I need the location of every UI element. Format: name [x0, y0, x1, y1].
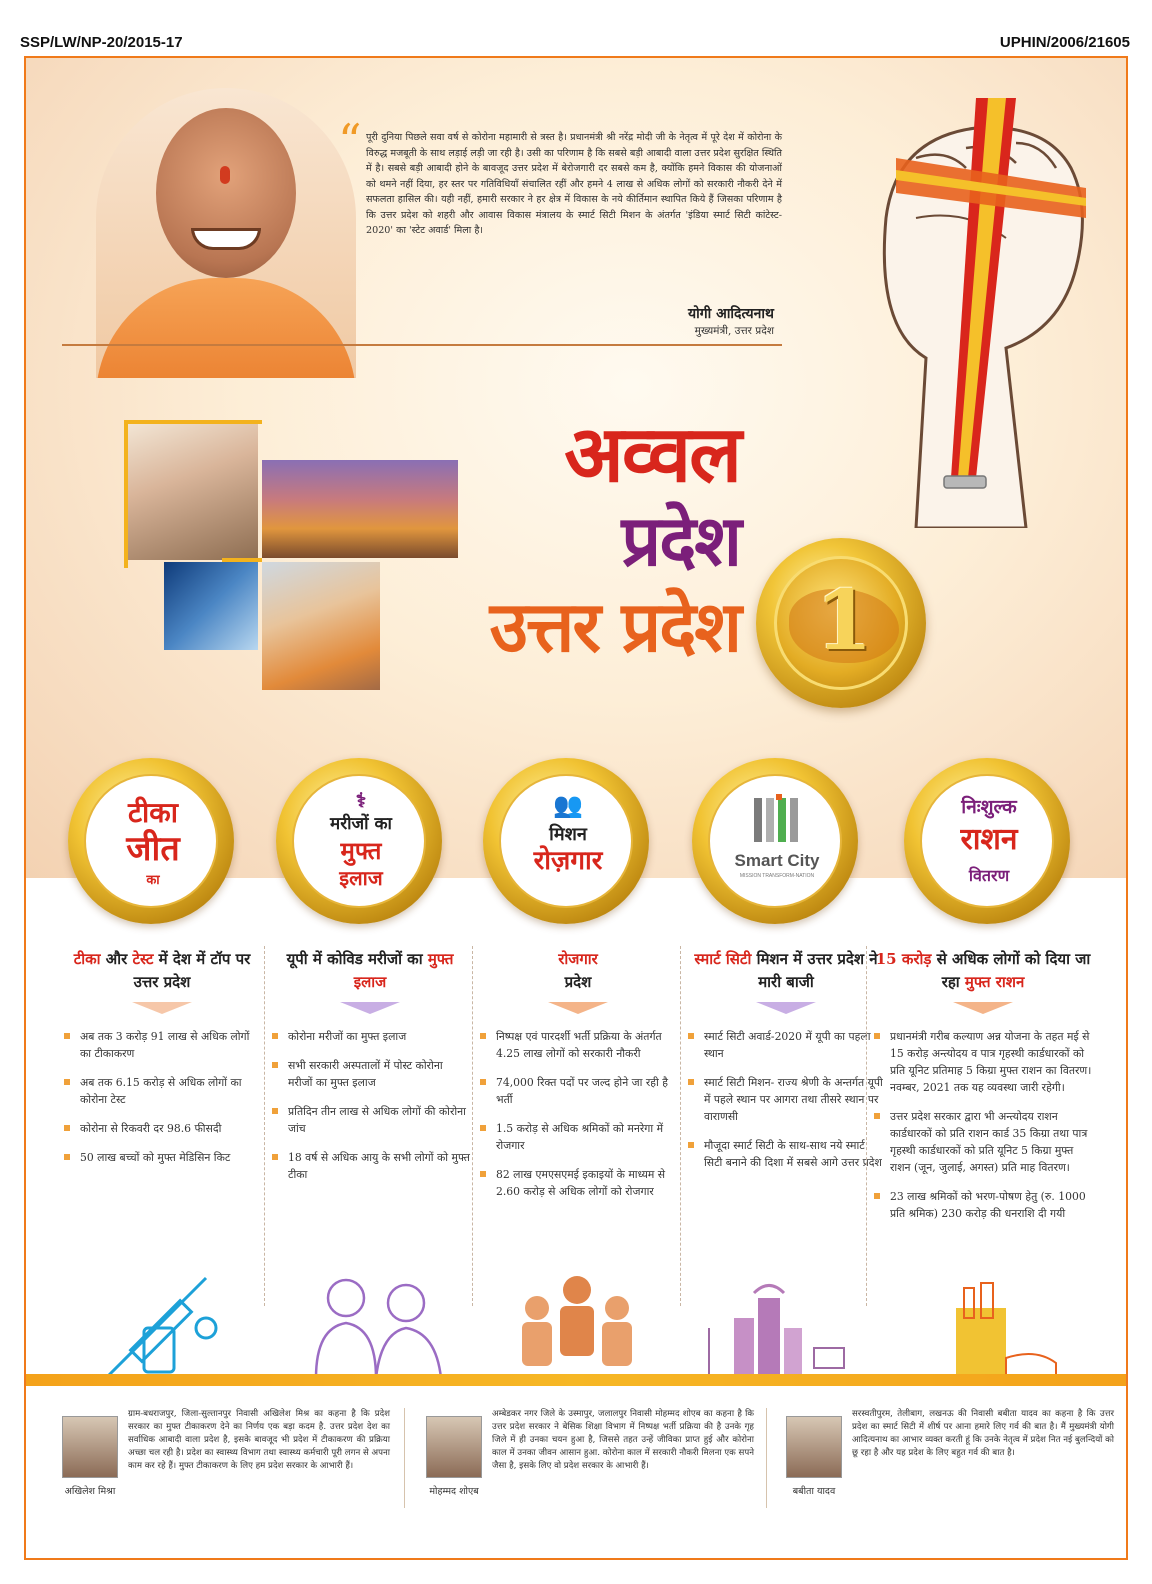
column-5-title: 15 करोड़ से अधिक लोगों को दिया जा रहा मुफ्त राशन [875, 950, 1091, 991]
gold-medal [756, 538, 926, 708]
badge-2-line-3: इलाज [339, 866, 383, 890]
down-arrow-icon [548, 1002, 608, 1014]
badge-free-ration [904, 758, 1070, 924]
testimonial-text: अम्बेडकर नगर जिले के उस्मापुर, जलालपुर निवासी मोहम्मद शोएब का कहना है कि उत्तर प्रदेश सरकार ने बेसिक शिक्षा विभाग में निष्पक्ष भर्ती प्रक्रिया की है उनके गृह जिले में ही उनका चयन हुआ है, जिससे तहत उन्हें जीविका प्राप्त हुई और कोरोना काल में उनका जीवन आसान हुआ. कोरोना काल में सरकारी नौकरी मिलना एक सपने जैसा है, इसके लिए वो प्रदेश सरकार के आभारी हैं। [492, 1409, 754, 1471]
syringe-vaccine-icon [86, 1268, 236, 1388]
avatar [62, 1416, 118, 1478]
badge-1-line-2: जीत [126, 829, 180, 869]
smart-city-logo-icon [752, 794, 802, 846]
column-2-list [270, 1028, 470, 1183]
stethoscope-icon: ⚕ [355, 788, 367, 812]
column-3-list [478, 1028, 678, 1200]
column-1-list [62, 1028, 262, 1166]
ration-bag-icon [926, 1268, 1066, 1388]
testimonial-separator [404, 1408, 405, 1508]
badge-3-line-2: रोज़गार [533, 846, 603, 876]
headline-line-2: प्रदेश [621, 499, 740, 582]
photo-vaccine-vials [164, 562, 258, 650]
chief-minister-photo [96, 88, 356, 378]
badge-1-line-3: का [146, 873, 160, 888]
orange-divider-band [26, 1374, 1126, 1386]
badge-4-line-2: MISSION TRANSFORM-NATION [739, 873, 815, 879]
list-item: कोरोना मरीजों का मुफ्त इलाज [270, 1028, 470, 1045]
badge-4-line-1: Smart City [734, 851, 820, 870]
list-item: अब तक 3 करोड़ 91 लाख से अधिक लोगों का टीकाकरण [62, 1028, 262, 1062]
people-group-icon: 👥 [553, 790, 583, 819]
scheme-badges [26, 758, 1126, 978]
list-item: सभी सरकारी अस्पतालों में पोस्ट कोरोना मरीजों का मुफ्त इलाज [270, 1057, 470, 1091]
testimonial-shoaib [426, 1404, 756, 1544]
badge-tika-jeet [68, 758, 234, 924]
cm-quote-text: पूरी दुनिया पिछले सवा वर्ष से कोरोना महामारी से त्रस्त है। प्रधानमंत्री श्री नरेंद्र मोदी जी के नेतृत्व में पूरे देश में कोरोना के विरुद्ध मजबूती के साथ लड़ाई लड़ी जा रही है। उसी का परिणाम है कि सबसे बड़ी आबादी वाला उत्तर प्रदेश सुरक्षित स्थिति में है। सबसे बड़ी आबादी होने के बावजूद उत्तर प्रदेश में बेरोजगारी दर सबसे कम है, क्योंकि हमने विकास की योजनाओं को थमने नहीं दिया, हर स्तर पर गतिविधियाँ संचालित रहीं और हमने 4 लाख से अधिक लोगों को सरकारी नौकरी देने में सफलता हासिल की। यही नहीं, हमारी सरकार ने हर क्षेत्र में विकास के नये कीर्तिमान स्थापित किये हैं जिसका परिणाम है कि उत्तर प्रदेश को शहरी और आवास विकास मंत्रालय के स्मार्ट सिटी मिशन के अंतर्गत 'इंडिया स्मार्ट सिटी कांटेस्ट- 2020' का 'स्टेट अवार्ड' मिला है। [366, 132, 782, 236]
headline-line-3: उत्तर प्रदेश [489, 585, 740, 668]
workers-group-icon [502, 1268, 652, 1388]
column-4-title: स्मार्ट सिटी मिशन में उत्तर प्रदेश ने मारी बाजी [694, 950, 878, 991]
quote-icon: “ [338, 114, 362, 168]
list-item: निष्पक्ष एवं पारदर्शी भर्ती प्रक्रिया के अंतर्गत 4.25 लाख लोगों को सरकारी नौकरी [478, 1028, 678, 1062]
avatar [786, 1416, 842, 1478]
list-item: 74,000 रिक्त पदों पर जल्द होने जा रही है भर्ती [478, 1074, 678, 1108]
badge-1-line-1: टीका [127, 796, 179, 829]
badge-free-treatment [276, 758, 442, 924]
advertisement-frame [24, 56, 1128, 1560]
collage-accent-bar [222, 558, 262, 562]
doctor-patient-icon [296, 1268, 456, 1388]
medal-number: 1 [815, 573, 873, 669]
registration-number-right: UPHIN/2006/21605 [999, 34, 1130, 51]
badge-mission-rozgar [483, 758, 649, 924]
hero-divider [62, 344, 782, 346]
testimonial-text: सरस्वतीपुरम, तेलीबाग, लखनऊ की निवासी बबीता यादव का कहना है कि उत्तर प्रदेश का स्मार्ट सिटी में शीर्ष पर आना हमारे लिए गर्व की बात है। मैं मुख्यमंत्री योगी आदित्यनाथ का आभार व्यक्त करती हूं कि उनके नेतृत्व में प्रदेश नित नई बुलन्दियों को छू रहा है और यह प्रदेश के लिए बहुत गर्व की बात है। [852, 1409, 1114, 1458]
headline-line-1: अव्वल [564, 409, 740, 500]
list-item: प्रधानमंत्री गरीब कल्याण अन्न योजना के तहत मई से 15 करोड़ अन्त्योदय व पात्र गृहस्थी कार्डधारकों को प्रति यूनिट प्रतिमाह 5 किग्रा मुफ्त राशन का वितरण। नवम्बर, 2021 तक यह व्यवस्था जारी रहेगी। [872, 1028, 1094, 1096]
testimonial-akhilesh [62, 1404, 392, 1544]
column-separator [472, 946, 473, 1306]
column-separator [264, 946, 265, 1306]
column-vaccination [62, 948, 262, 1178]
photo-vaccination-drive [262, 562, 380, 690]
list-item: स्मार्ट सिटी अवार्ड-2020 में यूपी का पहला स्थान [686, 1028, 886, 1062]
column-1-title: टीका और टेस्ट में देश में टॉप पर उत्तर प्रदेश [73, 950, 251, 991]
testimonial-name: बबीता यादव [792, 1486, 836, 1497]
column-4-list [686, 1028, 886, 1171]
column-separator [680, 946, 681, 1306]
list-item: अब तक 6.15 करोड़ से अधिक लोगों का कोरोना टेस्ट [62, 1074, 262, 1108]
badge-2-line-2: मुफ्त [340, 836, 382, 865]
badge-2-line-1: मरीजों का [330, 814, 392, 834]
list-item: 1.5 करोड़ से अधिक श्रमिकों को मनरेगा में रोजगार [478, 1120, 678, 1154]
list-item: 23 लाख श्रमिकों को भरण-पोषण हेतु (रु. 1000 प्रति श्रमिक) 230 करोड़ की धनराशि दी गयी [872, 1188, 1094, 1222]
list-item: स्मार्ट सिटी मिशन- राज्य श्रेणी के अन्तर्गत यूपी में पहले स्थान पर आगरा तथा तीसरे स्थान पर वाराणसी [686, 1074, 886, 1125]
column-5-list [872, 1028, 1094, 1222]
column-3-title: रोजगार प्रदेश [558, 950, 598, 991]
badge-5-line-1: निःशुल्क [961, 796, 1017, 818]
testimonial-babita [786, 1404, 1116, 1544]
testimonial-separator [766, 1408, 767, 1508]
list-item: 50 लाख बच्चों को मुफ्त मेडिसिन किट [62, 1149, 262, 1166]
list-item: प्रतिदिन तीन लाख से अधिक लोगों की कोरोना जांच [270, 1103, 470, 1137]
list-item: मौजूदा स्मार्ट सिटी के साथ-साथ नये स्मार्ट सिटी बनाने की दिशा में सबसे आगे उत्तर प्रदेश [686, 1137, 886, 1171]
list-item: 82 लाख एमएसएमई इकाइयों के माध्यम से 2.60 करोड़ से अधिक लोगों को रोजगार [478, 1166, 678, 1200]
cm-name: योगी आदित्यनाथ [687, 306, 774, 322]
down-arrow-icon [953, 1002, 1013, 1014]
list-item: उत्तर प्रदेश सरकार द्वारा भी अन्त्योदय राशन कार्डधारकों को प्रति राशन कार्ड 35 किग्रा तथा पात्र गृहस्थी कार्डधारकों को प्रति यूनिट 5 किग्रा मुफ्त राशन (जून, जुलाई, अगस्त) प्रति माह वितरण। [872, 1108, 1094, 1176]
list-item: 18 वर्ष से अधिक आयु के सभी लोगों को मुफ्त टीका [270, 1149, 470, 1183]
badge-3-line-1: मिशन [549, 824, 587, 845]
badge-5-line-3: वितरण [968, 866, 1010, 885]
down-arrow-icon [132, 1002, 192, 1014]
cm-designation: मुख्यमंत्री, उत्तर प्रदेश [694, 325, 774, 337]
column-2-title: यूपी में कोविड मरीजों का मुफ्त इलाज [286, 950, 454, 991]
avatar [426, 1416, 482, 1478]
fist-with-ribbon-illustration [856, 98, 1096, 528]
column-employment [478, 948, 678, 1212]
down-arrow-icon [340, 1002, 400, 1014]
column-separator [866, 946, 867, 1306]
list-item: कोरोना से रिकवरी दर 98.6 फीसदी [62, 1120, 262, 1137]
photo-city-skyline [262, 460, 458, 558]
column-free-treatment [270, 948, 470, 1195]
badge-5-line-2: राशन [960, 822, 1018, 857]
registration-number-left: SSP/LW/NP-20/2015-17 [20, 34, 183, 51]
down-arrow-icon [756, 1002, 816, 1014]
photo-award-ceremony [128, 424, 258, 560]
column-free-ration [872, 948, 1094, 1234]
column-smart-city [686, 948, 886, 1183]
testimonial-text: ग्राम-बधराजपुर, जिला-सुल्तानपुर निवासी अखिलेश मिश्र का कहना है कि प्रदेश सरकार का मुफ्त टीकाकरण देने का निर्णय एक बड़ा कदम है. उत्तर प्रदेश देश का सर्वाधिक आबादी वाला प्रदेश है, इसके बावजूद भी प्रदेश में टीकाकरण की प्रक्रिया अच्छा चल रही है। प्रदेश का स्वास्थ्य विभाग तथा स्वास्थ्य कर्मचारी पूरी लगन से अपना काम कर रहे हैं। मुफ्त टीकाकरण के लिए हम प्रदेश सरकार के आभारी हैं। [128, 1409, 390, 1471]
badge-smart-city [692, 758, 858, 924]
registration-line [0, 34, 1152, 56]
testimonial-name: मोहम्मद शोएब [429, 1486, 479, 1497]
testimonial-name: अखिलेश मिश्रा [64, 1486, 116, 1497]
smart-city-skyline-icon [694, 1268, 874, 1388]
